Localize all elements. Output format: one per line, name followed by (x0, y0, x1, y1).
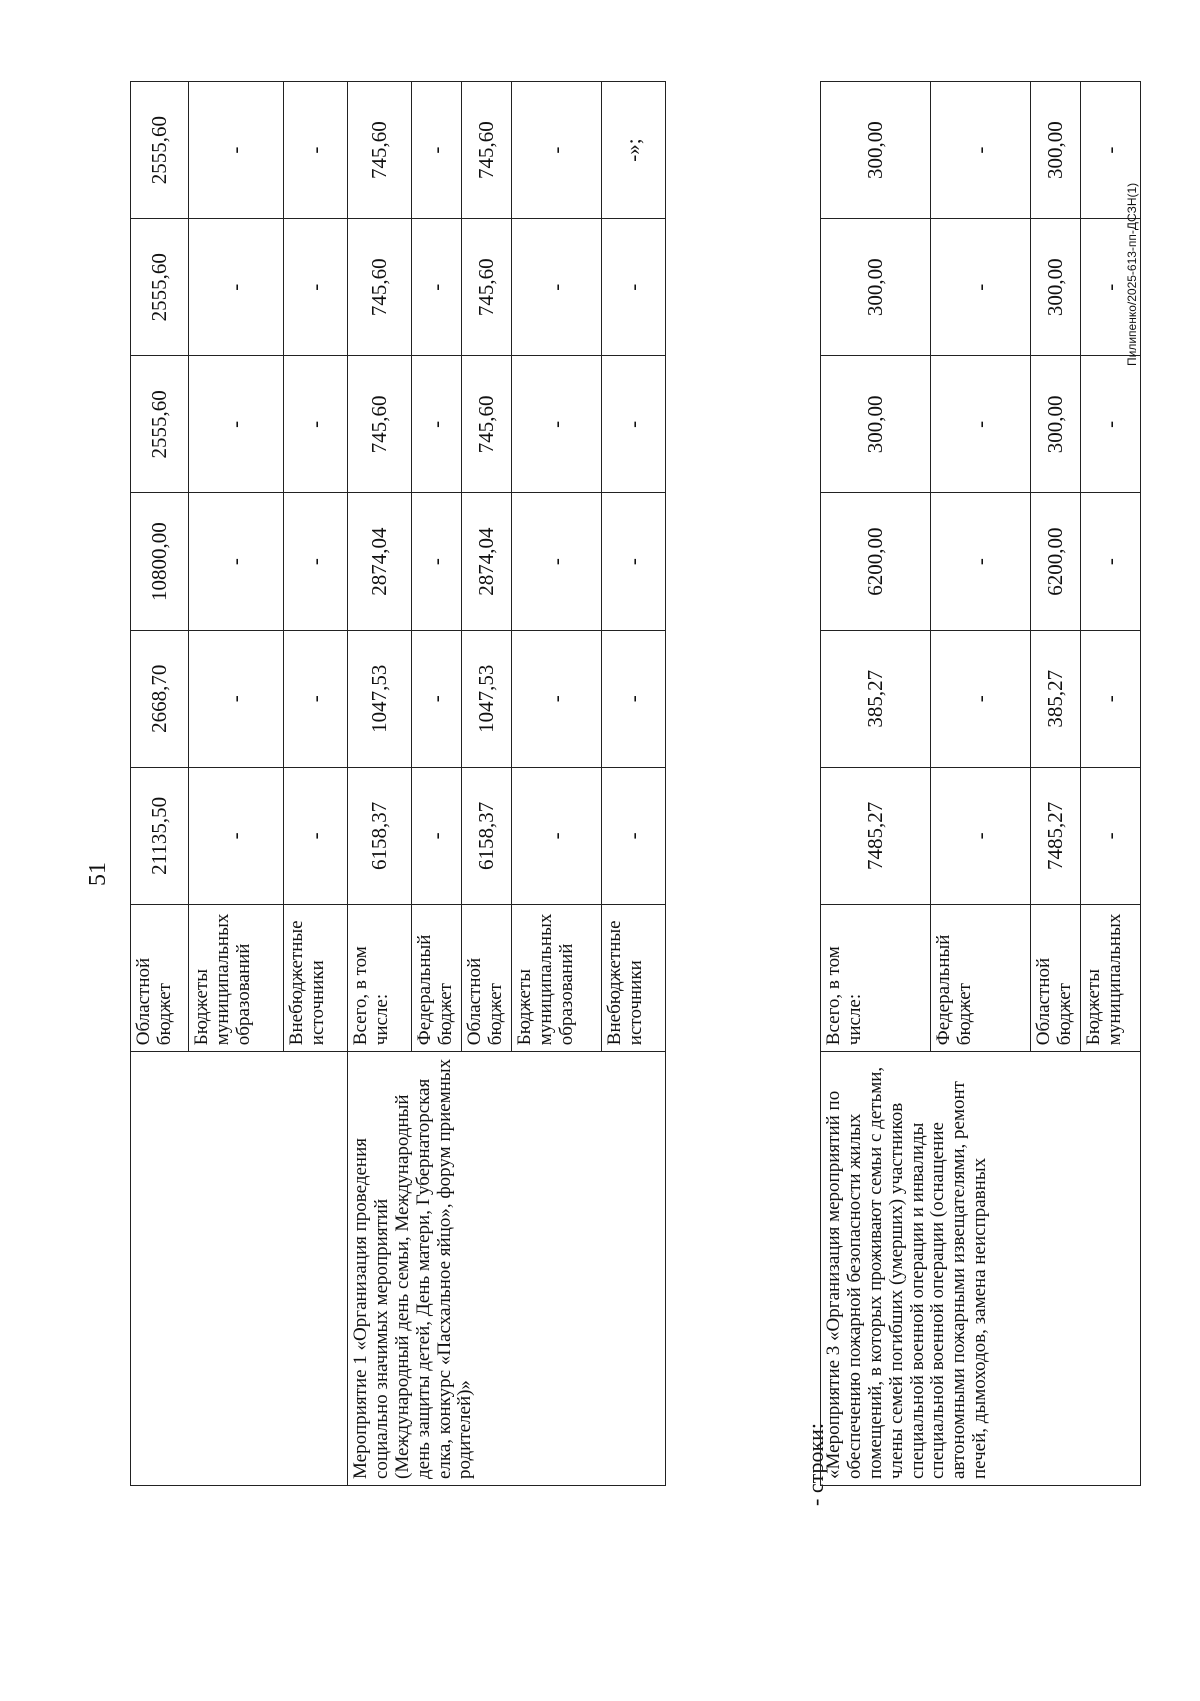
value-cell: - (412, 356, 462, 493)
value-cell: - (512, 630, 602, 767)
value-cell: - (412, 767, 462, 904)
table-row (131, 82, 189, 1486)
value-cell: - (412, 493, 462, 630)
measure-cell: Мероприятие 1 «Организация проведения социально значимых мероприятий (Международный день семьи, Международный день защиты детей, День матери, Губернаторская елка, конкурс «Пасхальное яйцо», форум приемных родителей)» (348, 1052, 666, 1486)
source-cell: Федеральный бюджет (412, 904, 462, 1051)
value-cell: 2668,70 (131, 630, 189, 767)
value-cell: - (189, 219, 284, 356)
value-cell: - (284, 493, 348, 630)
value-cell: 6158,37 (348, 767, 412, 904)
value-cell: 1047,53 (462, 630, 512, 767)
value-cell: - (189, 493, 284, 630)
value-cell: - (1081, 356, 1141, 493)
source-cell: Бюджеты муниципальных (1081, 904, 1141, 1051)
rows-label: - строки: (803, 1422, 828, 1506)
value-cell: - (931, 356, 1031, 493)
value-cell: 2555,60 (131, 219, 189, 356)
value-cell: 745,60 (462, 356, 512, 493)
funding-table-2 (820, 81, 1141, 1486)
value-cell: 7485,27 (821, 767, 931, 904)
value-cell: 2555,60 (131, 82, 189, 219)
source-cell: Всего, в том числе: (348, 904, 412, 1051)
value-cell: - (412, 82, 462, 219)
value-cell: 385,27 (1031, 630, 1081, 767)
value-cell: - (412, 630, 462, 767)
value-cell: - (512, 219, 602, 356)
value-cell: -»; (602, 82, 666, 219)
value-cell: - (602, 767, 666, 904)
value-cell: 6200,00 (821, 493, 931, 630)
value-cell: 300,00 (1031, 82, 1081, 219)
value-cell: 300,00 (821, 219, 931, 356)
value-cell: - (512, 82, 602, 219)
funding-table-1 (130, 81, 666, 1486)
value-cell: - (931, 767, 1031, 904)
value-cell: - (931, 493, 1031, 630)
value-cell: - (1081, 767, 1141, 904)
value-cell: - (1081, 219, 1141, 356)
source-cell: Областной бюджет (462, 904, 512, 1051)
value-cell: 745,60 (348, 219, 412, 356)
value-cell: - (602, 356, 666, 493)
source-cell: Областной бюджет (1031, 904, 1081, 1051)
value-cell: - (1081, 82, 1141, 219)
footer-code: Пилипенко/2025-613-пп-ДСЗН(1) (1125, 182, 1139, 366)
value-cell: - (284, 82, 348, 219)
value-cell: 2874,04 (348, 493, 412, 630)
value-cell: - (412, 219, 462, 356)
value-cell: 6200,00 (1031, 493, 1081, 630)
value-cell: - (189, 767, 284, 904)
measure-cell: «Мероприятие 3 «Организация мероприятий по обеспечению пожарной безопасности жилых помещений, в которых проживают семьи с детьми, члены семей погибших (умерших) участников специальной военной операции и инвалиды специальной военной операции (оснащение автономными пожарными извещателями, ремонт печей, дымоходов, замена неисправных (821, 1052, 1141, 1486)
value-cell: - (284, 630, 348, 767)
value-cell: 7485,27 (1031, 767, 1081, 904)
value-cell: - (512, 767, 602, 904)
value-cell: - (284, 356, 348, 493)
value-cell: 745,60 (348, 356, 412, 493)
value-cell: - (931, 630, 1031, 767)
value-cell: 385,27 (821, 630, 931, 767)
value-cell: - (602, 219, 666, 356)
source-cell: Бюджеты муниципальных образований (512, 904, 602, 1051)
value-cell: 745,60 (462, 219, 512, 356)
value-cell: 2874,04 (462, 493, 512, 630)
source-cell: Внебюджетные источники (284, 904, 348, 1051)
value-cell: - (284, 219, 348, 356)
table-row (821, 82, 931, 1486)
table-row (348, 82, 412, 1486)
value-cell: 300,00 (821, 356, 931, 493)
value-cell: - (512, 356, 602, 493)
value-cell: 21135,50 (131, 767, 189, 904)
value-cell: - (284, 767, 348, 904)
source-cell: Бюджеты муниципальных образований (189, 904, 284, 1051)
value-cell: 300,00 (1031, 356, 1081, 493)
value-cell: - (931, 219, 1031, 356)
value-cell: - (512, 493, 602, 630)
value-cell: - (602, 493, 666, 630)
value-cell: 745,60 (462, 82, 512, 219)
source-cell: Областной бюджет (131, 904, 189, 1051)
value-cell: 1047,53 (348, 630, 412, 767)
value-cell: - (1081, 630, 1141, 767)
value-cell: - (189, 630, 284, 767)
value-cell: 745,60 (348, 82, 412, 219)
value-cell: - (1081, 493, 1141, 630)
value-cell: 10800,00 (131, 493, 189, 630)
source-cell: Внебюджетные источники (602, 904, 666, 1051)
source-cell: Всего, в том числе: (821, 904, 931, 1051)
page-number: 51 (85, 862, 111, 886)
value-cell: 300,00 (1031, 219, 1081, 356)
value-cell: 6158,37 (462, 767, 512, 904)
measure-cell (131, 1052, 348, 1486)
value-cell: - (189, 82, 284, 219)
value-cell: - (931, 82, 1031, 219)
value-cell: - (189, 356, 284, 493)
value-cell: - (602, 630, 666, 767)
value-cell: 300,00 (821, 82, 931, 219)
source-cell: Федеральный бюджет (931, 904, 1031, 1051)
value-cell: 2555,60 (131, 356, 189, 493)
